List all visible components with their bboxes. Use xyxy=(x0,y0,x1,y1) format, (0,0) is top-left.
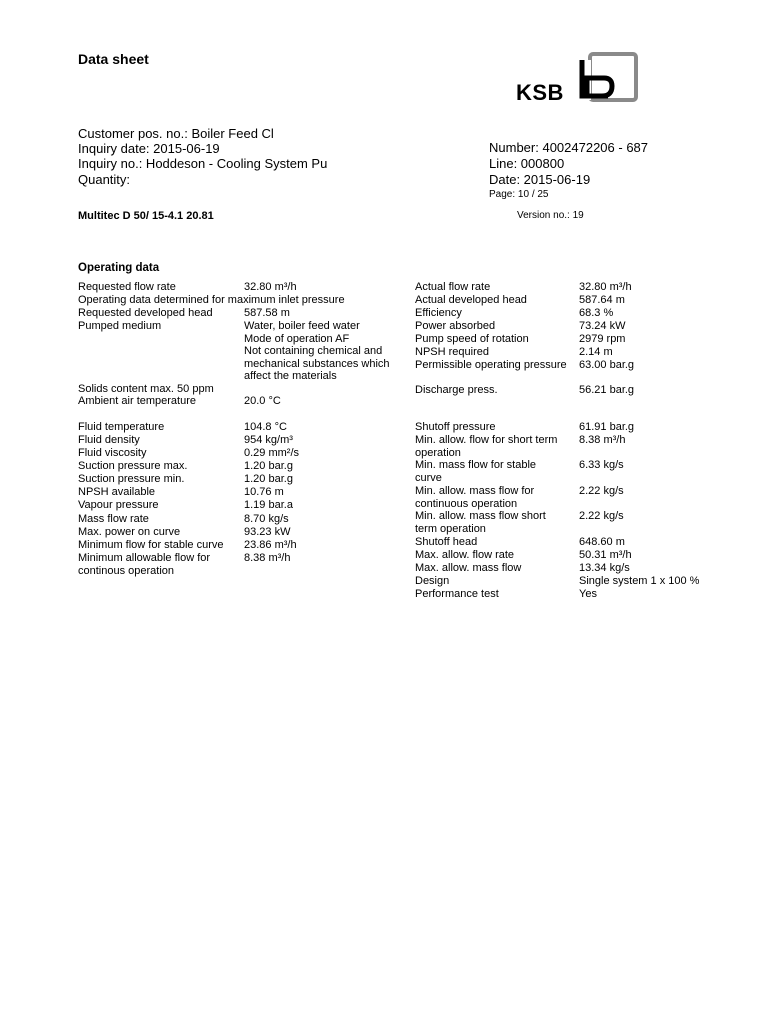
row-label: Requested flow rate xyxy=(78,281,176,293)
page-number: Page: 10 / 25 xyxy=(489,189,549,200)
row-label: Requested developed head xyxy=(78,307,213,319)
row-label: Design xyxy=(415,575,450,587)
row-value: 8.38 m³/h xyxy=(244,552,291,564)
ksb-logo-text: KSB xyxy=(516,80,564,105)
version-number: Version no.: 19 xyxy=(517,210,584,221)
inquiry-no: Inquiry no.: Hoddeson - Cooling System Pu xyxy=(78,156,328,171)
row-value: 648.60 m xyxy=(579,536,625,548)
row-label: Fluid viscosity xyxy=(78,447,147,459)
row-value: 73.24 kW xyxy=(579,320,626,332)
row-value: 23.86 m³/h xyxy=(244,539,297,551)
row-value: Yes xyxy=(579,588,597,600)
row-label: Fluid density xyxy=(78,434,140,446)
order-line: Line: 000800 xyxy=(489,156,565,171)
row-label: Operating data determined for maximum inlet pressure xyxy=(78,294,345,306)
row-value: 8.38 m³/h xyxy=(579,434,626,446)
quantity: Quantity: xyxy=(78,172,131,187)
row-value: 32.80 m³/h xyxy=(579,281,632,293)
row-value: 56.21 bar.g xyxy=(579,384,635,396)
row-label: NPSH required xyxy=(415,346,489,358)
row-label: Shutoff pressure xyxy=(415,421,496,433)
row-label: Suction pressure min. xyxy=(78,473,185,485)
row-value: 20.0 °C xyxy=(244,395,281,407)
row-label: Minimum allowable flow for continous operation xyxy=(78,552,211,577)
row-value: Mode of operation AF xyxy=(244,333,350,345)
row-label: Suction pressure max. xyxy=(78,460,188,472)
row-label: Solids content max. 50 ppm xyxy=(78,383,214,395)
row-value: 93.23 kW xyxy=(244,526,291,538)
row-value: 954 kg/m³ xyxy=(244,434,293,446)
section-title: Operating data xyxy=(78,262,160,274)
row-label: Min. allow. flow for short term operation xyxy=(415,434,558,459)
row-value: 2.14 m xyxy=(579,346,613,358)
row-label: Max. allow. flow rate xyxy=(415,549,515,561)
row-label: Min. allow. mass flow for continuous operation xyxy=(415,485,535,510)
row-value: 13.34 kg/s xyxy=(579,562,630,574)
row-value: 2979 rpm xyxy=(579,333,626,345)
customer-pos: Customer pos. no.: Boiler Feed Cl xyxy=(78,126,274,141)
document-title: Data sheet xyxy=(78,51,149,67)
row-value: 50.31 m³/h xyxy=(579,549,632,561)
row-label: NPSH available xyxy=(78,486,156,498)
order-number: Number: 4002472206 - 687 xyxy=(489,140,649,155)
row-label: Performance test xyxy=(415,588,499,600)
order-date: Date: 2015-06-19 xyxy=(489,172,591,187)
row-label: Pumped medium xyxy=(78,320,162,332)
row-label: Minimum flow for stable curve xyxy=(78,539,224,551)
inquiry-date: Inquiry date: 2015-06-19 xyxy=(78,141,220,156)
row-label: Shutoff head xyxy=(415,536,478,548)
row-value: 587.58 m xyxy=(244,307,290,319)
row-value: 2.22 kg/s xyxy=(579,510,624,522)
row-value: 1.20 bar.g xyxy=(244,460,293,472)
row-value: 104.8 °C xyxy=(244,421,287,433)
row-value: 6.33 kg/s xyxy=(579,459,624,471)
row-label: Min. allow. mass flow short term operation xyxy=(415,510,546,535)
row-value: Not containing chemical and mechanical substances which affect the materials xyxy=(244,345,390,383)
row-label: Ambient air temperature xyxy=(78,395,196,407)
row-value: 1.20 bar.g xyxy=(244,473,293,485)
row-value: 68.3 % xyxy=(579,307,614,319)
row-value: 63.00 bar.g xyxy=(579,359,635,371)
row-label: Permissible operating pressure xyxy=(415,359,567,371)
pump-model: Multitec D 50/ 15-4.1 20.81 xyxy=(78,210,214,222)
row-label: Fluid temperature xyxy=(78,421,165,433)
row-label: Power absorbed xyxy=(415,320,496,332)
row-label: Max. power on curve xyxy=(78,526,181,538)
row-value: 2.22 kg/s xyxy=(579,485,624,497)
row-label: Actual developed head xyxy=(415,294,527,306)
row-value: 10.76 m xyxy=(244,486,284,498)
row-value: Single system 1 x 100 % xyxy=(579,575,700,587)
row-label: Max. allow. mass flow xyxy=(415,562,522,574)
row-label: Mass flow rate xyxy=(78,513,149,525)
ksb-logo-icon xyxy=(578,52,640,105)
row-value: 32.80 m³/h xyxy=(244,281,297,293)
row-value: 8.70 kg/s xyxy=(244,513,289,525)
row-label: Min. mass flow for stable curve xyxy=(415,459,537,484)
row-label: Vapour pressure xyxy=(78,499,159,511)
row-value: 1.19 bar.a xyxy=(244,499,293,511)
row-label: Actual flow rate xyxy=(415,281,491,293)
row-value: 587.64 m xyxy=(579,294,625,306)
row-value: Water, boiler feed water xyxy=(244,320,360,332)
row-label: Pump speed of rotation xyxy=(415,333,529,345)
row-label: Discharge press. xyxy=(415,384,498,396)
row-value: 61.91 bar.g xyxy=(579,421,635,433)
row-value: 0.29 mm²/s xyxy=(244,447,300,459)
row-label: Efficiency xyxy=(415,307,462,319)
